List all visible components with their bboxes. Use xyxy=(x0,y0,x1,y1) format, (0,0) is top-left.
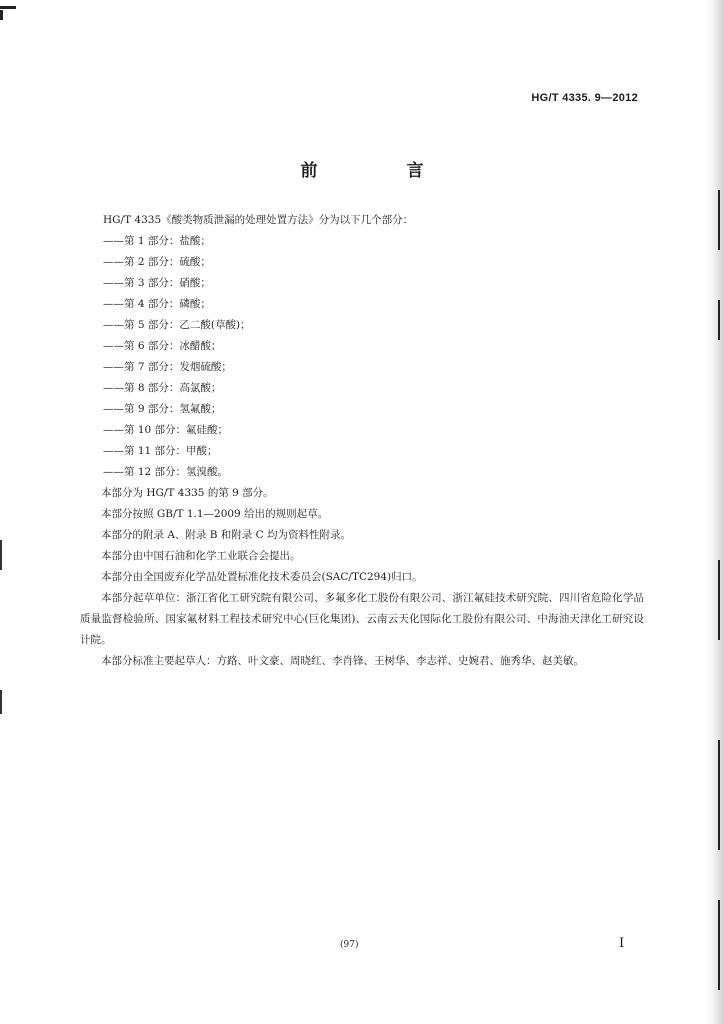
part-list-item: ——第 6 部分：冰醋酸； xyxy=(103,340,222,352)
part-list-item: ——第 9 部分：氢氟酸； xyxy=(103,403,222,415)
drafting-units-paragraph: 本部分起草单位：浙江省化工研究院有限公司、多氟多化工股份有限公司、浙江氟硅技术研究院、四川省危险化学品质量监督检验所、国家氟材料工程技术研究中心(巨化集团)、云南云天化国际化工股份有限公司、中海油天津化工研究设计院。 xyxy=(80,592,644,646)
scan-edge-mark xyxy=(718,560,720,640)
scan-edge-mark xyxy=(718,900,720,990)
scan-edge-mark xyxy=(0,540,2,570)
page-number: (97) xyxy=(340,940,359,950)
scan-edge-shadow xyxy=(706,0,724,1024)
paragraph: 本部分为 HG/T 4335 的第 9 部分。 xyxy=(101,487,274,499)
part-list-item: ——第 10 部分：氟硅酸； xyxy=(103,424,229,436)
part-list-item: ——第 3 部分：硝酸； xyxy=(103,277,211,289)
part-list-item: ——第 11 部分：甲酸； xyxy=(103,445,218,457)
scan-edge-mark xyxy=(718,300,720,340)
paragraph: 本部分按照 GB/T 1.1—2009 给出的规则起草。 xyxy=(101,508,329,520)
scan-corner-mark xyxy=(0,6,16,9)
document-body xyxy=(82,210,642,672)
part-list-item: ——第 1 部分：盐酸； xyxy=(103,235,211,247)
parts-intro: HG/T 4335《酸类物质泄漏的处理处置方法》分为以下几个部分： xyxy=(103,214,414,226)
scan-corner-mark xyxy=(0,10,3,20)
part-list-item: ——第 12 部分：氢溴酸。 xyxy=(103,466,229,478)
part-list-item: ——第 2 部分：硫酸； xyxy=(103,256,211,268)
page-title: 前 言 xyxy=(300,161,460,181)
scan-edge-mark xyxy=(718,740,720,850)
paragraph: 本部分的附录 A、附录 B 和附录 C 均为资料性附录。 xyxy=(101,529,352,541)
part-list-item: ——第 5 部分：乙二酸(草酸)； xyxy=(103,319,251,331)
scan-edge-mark xyxy=(0,690,2,714)
standard-code: HG/T 4335. 9—2012 xyxy=(531,92,638,104)
paragraph: 本部分由全国废弃化学品处置标准化技术委员会(SAC/TC294)归口。 xyxy=(101,571,423,583)
part-list-item: ——第 8 部分：高氯酸； xyxy=(103,382,222,394)
paragraph: 本部分由中国石油和化学工业联合会提出。 xyxy=(101,550,301,562)
roman-page-number: I xyxy=(619,936,625,951)
drafters-paragraph: 本部分标准主要起草人：方路、叶文豪、周晓红、李肖锋、王树华、李志祥、史婉君、施秀华、赵美敏。 xyxy=(101,655,584,667)
part-list-item: ——第 7 部分：发烟硫酸； xyxy=(103,361,232,373)
part-list-item: ——第 4 部分：磷酸； xyxy=(103,298,211,310)
scan-edge-mark xyxy=(718,190,720,250)
